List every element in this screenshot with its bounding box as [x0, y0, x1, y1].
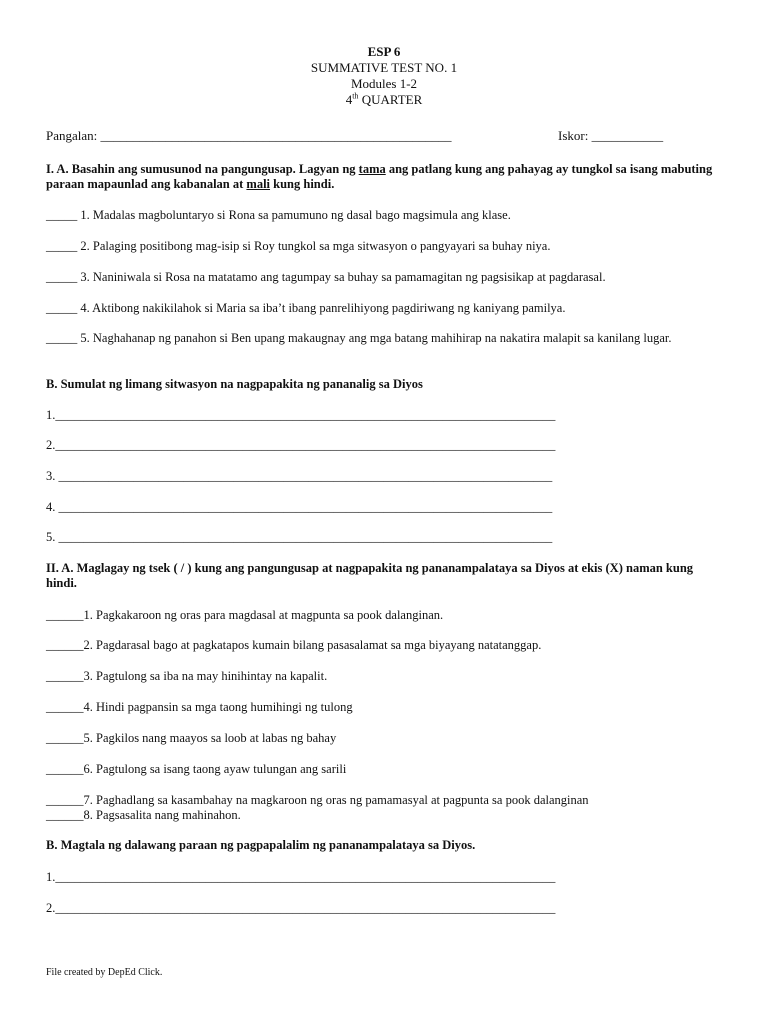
- part1a-instruction: [46, 162, 726, 192]
- answer-line[interactable]: 2.________________________________________________________________________________: [46, 438, 556, 452]
- subject-title: ESP 6: [367, 44, 401, 59]
- answer-line[interactable]: 5. _______________________________________________________________________________: [46, 530, 553, 544]
- part2a-item[interactable]: ______7. Paghadlang sa kasambahay na magkaroon ng oras ng pamamasyal at pagpunta sa pook dalanginan: [46, 793, 589, 807]
- part1a-instruction-post: kung hindi.: [270, 177, 335, 191]
- answer-line[interactable]: 1.________________________________________________________________________________: [46, 870, 556, 884]
- part2a-item[interactable]: ______4. Hindi pagpansin sa mga taong humihingi ng tulong: [46, 700, 353, 714]
- part1b-instruction: B. Sumulat ng limang sitwasyon na nagpapakita ng pananalig sa Diyos: [46, 377, 423, 391]
- name-field[interactable]: Pangalan: ______________________________________________________: [46, 128, 452, 143]
- keyword-mali: mali: [246, 177, 271, 191]
- keyword-tama: tama: [358, 162, 386, 176]
- quarter-label: [0, 92, 768, 108]
- answer-line[interactable]: 4. _______________________________________________________________________________: [46, 500, 553, 514]
- part2a-item[interactable]: ______8. Pagsasalita nang mahinahon.: [46, 808, 241, 822]
- part2a-item[interactable]: ______5. Pagkilos nang maayos sa loob at labas ng bahay: [46, 731, 337, 745]
- answer-line[interactable]: 3. _______________________________________________________________________________: [46, 469, 553, 483]
- answer-line[interactable]: 1.________________________________________________________________________________: [46, 408, 556, 422]
- modules-label: Modules 1-2: [350, 76, 418, 91]
- footer-credit: File created by DepEd Click.: [46, 967, 163, 978]
- part1a-item[interactable]: _____ 5. Naghahanap ng panahon si Ben upang makaugnay ang mga batang mahihirap na nakatira malapit sa kanilang lugar.: [46, 331, 672, 345]
- part1a-item[interactable]: _____ 2. Palaging positibong mag-isip si Roy tungkol sa mga sitwasyon o pangyayari sa buhay niya.: [46, 239, 551, 253]
- quarter-number: 4: [345, 92, 353, 107]
- answer-line[interactable]: 2.________________________________________________________________________________: [46, 901, 556, 915]
- test-title: SUMMATIVE TEST NO. 1: [310, 60, 458, 75]
- part1a-item[interactable]: _____ 3. Naniniwala si Rosa na matatamo ang tagumpay sa buhay sa pamamagitan ng pagsisikap at pagdarasal.: [46, 270, 606, 284]
- part1a-item[interactable]: _____ 4. Aktibong nakikilahok si Maria sa iba’t ibang panrelihiyong pagdiriwang ng kaniyang pamilya.: [46, 301, 566, 315]
- test-header: [0, 44, 768, 108]
- part2a-instruction: II. A. Maglagay ng tsek ( / ) kung ang pangungusap at nagpapakita ng pananampalataya sa Diyos at ekis (X) naman kung hindi.: [46, 561, 694, 590]
- part1a-instruction-mid: ang patlang kung ang pahayag ay tungkol sa isang mabuting paraan mapaunlad ang kabanalan at: [46, 162, 713, 191]
- student-info: [46, 128, 726, 144]
- score-field[interactable]: Iskor: ___________: [558, 128, 664, 143]
- part1a-item[interactable]: _____ 1. Madalas magboluntaryo si Rona sa pamumuno ng dasal bago magsimula ang klase.: [46, 208, 511, 222]
- part2a-item[interactable]: ______1. Pagkakaroon ng oras para magdasal at magpunta sa pook dalanginan.: [46, 608, 444, 622]
- part2a-item[interactable]: ______2. Pagdarasal bago at pagkatapos kumain bilang pasasalamat sa mga biyayang natatanggap.: [46, 638, 542, 652]
- part2a-item[interactable]: ______3. Pagtulong sa iba na may hinihintay na kapalit.: [46, 669, 328, 683]
- quarter-word: QUARTER: [361, 92, 423, 107]
- part2a-item[interactable]: ______6. Pagtulong sa isang taong ayaw tulungan ang sarili: [46, 762, 347, 776]
- part1a-instruction-pre: I. A. Basahin ang sumusunod na pangungusap. Lagyan ng: [46, 162, 359, 176]
- quarter-superscript: th: [352, 91, 359, 101]
- part2b-instruction: B. Magtala ng dalawang paraan ng pagpapalalim ng pananampalataya sa Diyos.: [46, 838, 476, 852]
